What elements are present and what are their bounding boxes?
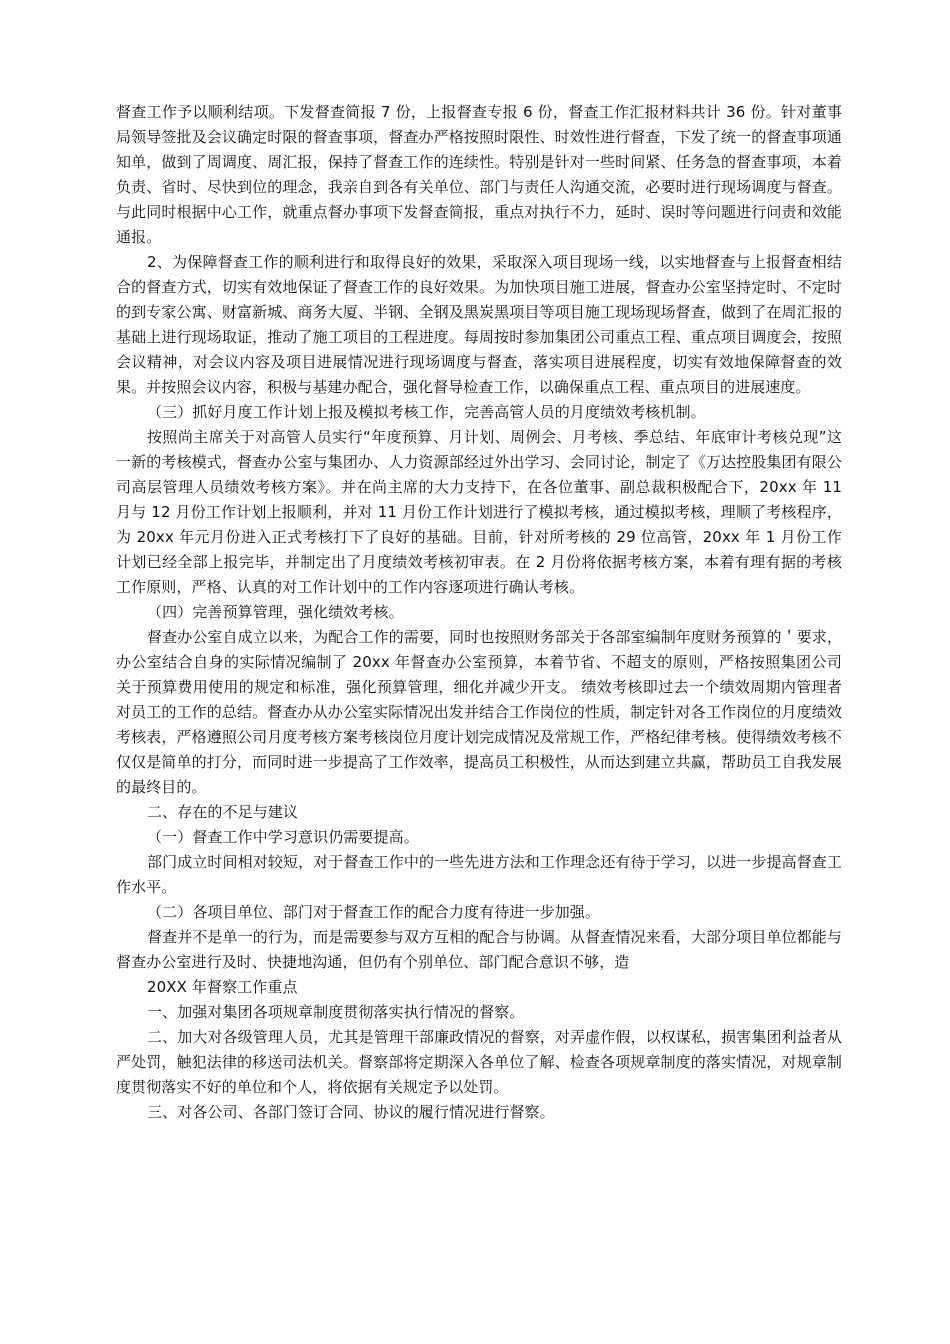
key-point-3: 三、对各公司、各部门签订合同、协议的履行情况进行督察。 — [147, 1103, 555, 1121]
section-heading-budget: （四）完善预算管理，强化绩效考核。 — [147, 603, 404, 621]
paragraph-assessment-model: 按照尚主席关于对高管人员实行“年度预算、月计划、周例会、月考核、季总结、年底审计考核兑现”这一新的考核模式，督查办公室与集团办、人力资源部经过外出学习、会同讨论，制定了《万达控股集团有限公司高层管理人员绩效考核方案》。并在尚主席的大力支持下，在各位董事、副总裁积极配合下，20xx 年 11 月与 12 月份工作计划上报顺利，并对 11 月份工作计划进行了模拟考核，通过模拟考核，理顺了考核程序，为 20xx 年元月份进入正式考核打下了良好的基础。目前，针对所考核的 29 位高管，20xx 年 1 月份工作计划已经全部上报完毕，并制定出了月度绩效考核初审表。在 2 月份将依据考核方案，本着有理有据的考核工作原则，严格、认真的对工作计划中的工作内容逐项进行确认考核。 — [116, 428, 842, 596]
section-heading-monthly-plan: （三）抓好月度工作计划上报及模拟考核工作，完善高管人员的月度绩效考核机制。 — [147, 403, 706, 421]
paragraph-budget-performance: 督查办公室自成立以来，为配合工作的需要，同时也按照财务部关于各部室编制年度财务预算的＇要求，办公室结合自身的实际情况编制了 20xx 年督查办公室预算，本着节省、不超支的原则，严格按照集团公司关于预算费用使用的规定和标准，强化预算管理，细化并减少开支。 绩效考核即过去一个绩效周期内管理者对员工的工作的总结。督查办从办公室实际情况出发并结合工作岗位的性质，制定针对各工作岗位的月度绩效考核表，严格遵照公司月度考核方案考核岗位月度计划完成情况及常规工作，严格纪律考核。使得绩效考核不仅仅是简单的打分，而同时进一步提高了工作效率，提高员工积极性，从而达到建立共赢，帮助员工自我发展的最终目的。 — [116, 628, 842, 796]
document-page — [116, 100, 842, 1125]
paragraph-learning: 部门成立时间相对较短，对于督查工作中的一些先进方法和工作理念还有待于学习，以进一步提高督查工作水平。 — [116, 853, 842, 896]
section-heading-key-points: 20XX 年督察工作重点 — [147, 978, 298, 996]
subheading-cooperation: （二）各项目单位、部门对于督查工作的配合力度有待进一步加强。 — [147, 903, 601, 921]
paragraph-supervision-summary: 督查工作予以顺利结项。下发督查简报 7 份，上报督查专报 6 份，督查工作汇报材料共计 36 份。针对董事局领导签批及会议确定时限的督查事项，督查办严格按照时限性、时效性进行督查，下发了统一的督查事项通知单，做到了周调度、周汇报，保持了督查工作的连续性。特别是针对一些时间紧、任务急的督查事项，本着负责、省时、尽快到位的理念，我亲自到各有关单位、部门与责任人沟通交流，必要时进行现场调度与督查。与此同时根据中心工作，就重点督办事项下发督查简报，重点对执行不力，延时、误时等问题进行问责和效能通报。 — [116, 103, 842, 246]
section-heading-shortcomings: 二、存在的不足与建议 — [147, 803, 299, 821]
key-point-1: 一、加强对集团各项规章制度贯彻落实执行情况的督察。 — [147, 1003, 525, 1021]
key-point-2: 二、加大对各级管理人员，尤其是管理干部廉政情况的督察，对弄虚作假，以权谋私，损害集团利益者从严处罚，触犯法律的移送司法机关。督察部将定期深入各单位了解、检查各项规章制度的落实情况，对规章制度贯彻落实不好的单位和个人，将依据有关规定予以处罚。 — [116, 1028, 842, 1096]
paragraph-cooperation: 督查并不是单一的行为，而是需要参与双方互相的配合与协调。从督查情况来看，大部分项目单位都能与督查办公室进行及时、快捷地沟通，但仍有个别单位、部门配合意识不够，造 — [116, 928, 842, 971]
subheading-learning: （一）督查工作中学习意识仍需要提高。 — [147, 828, 419, 846]
paragraph-onsite-supervision: 2、为保障督查工作的顺利进行和取得良好的效果，采取深入项目现场一线，以实地督查与上报督查相结合的督查方式，切实有效地保证了督查工作的良好效果。为加快项目施工进展，督查办公室坚持定时、不定时的到专家公寓、财富新城、商务大厦、半钢、全钢及黑炭黑项目等项目施工现场现场督查，做到了在周汇报的基础上进行现场取证，推动了施工项目的工程进度。每周按时参加集团公司重点工程、重点项目调度会，按照会议精神，对会议内容及项目进展情况进行现场调度与督查，落实项目进展程度，切实有效地保障督查的效果。并按照会议内容，积极与基建办配合，强化督导检查工作，以确保重点工程、重点项目的进展速度。 — [116, 253, 842, 396]
